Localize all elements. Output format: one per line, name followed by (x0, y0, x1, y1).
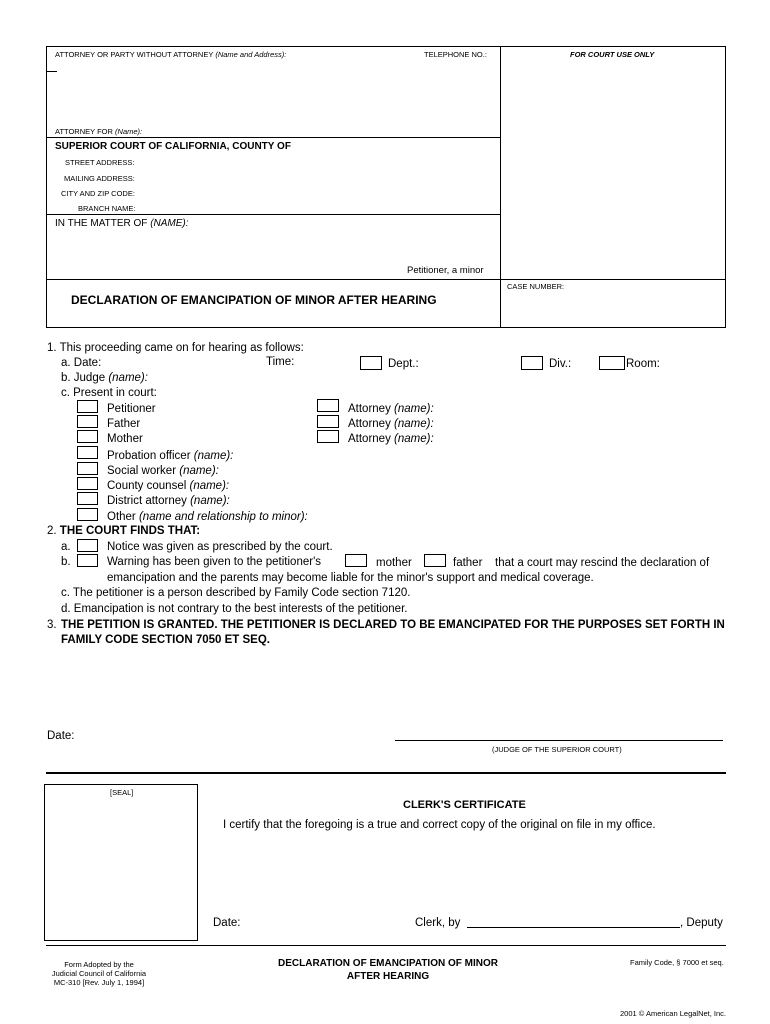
probation-officer-option: Probation officer (name): (107, 450, 234, 462)
dept-label: Dept.: (388, 358, 419, 370)
mailing-address-label: MAILING ADDRESS: (64, 174, 135, 183)
clerk-certify: I certify that the foregoing is a true and correct copy of the original on file in my office. (223, 819, 656, 831)
attorney-option-2: Attorney (name): (348, 418, 434, 430)
other-checkbox[interactable] (77, 508, 98, 521)
city-zip-label: CITY AND ZIP CODE: (61, 189, 135, 198)
deputy-label: , Deputy (680, 917, 723, 929)
matter-divider (46, 279, 726, 280)
caption-right-border (725, 46, 726, 328)
item2-a-letter: a. (61, 541, 71, 553)
copyright: 2001 © American LegalNet, Inc. (620, 1009, 727, 1018)
seal-label: [SEAL] (110, 788, 134, 797)
judge-signature-line[interactable] (395, 740, 723, 741)
adopted-line-1: Form Adopted by the (64, 960, 134, 969)
caption-bottom-border (46, 327, 726, 328)
district-attorney-option: District attorney (name): (107, 495, 230, 507)
judge-label: b. Judge (name): (61, 372, 148, 384)
family-code-ref: Family Code, § 7000 et seq. (630, 958, 724, 967)
present-label: c. Present in court: (61, 387, 157, 399)
attorney-tick (47, 71, 57, 72)
adopted-line-2: Judicial Council of California (51, 969, 147, 978)
probation-officer-checkbox[interactable] (77, 446, 98, 459)
footer-title-2: AFTER HEARING (346, 971, 430, 982)
attorney-for-label: ATTORNEY FOR (Name): (55, 127, 143, 136)
attorney-option-1: Attorney (name): (348, 403, 434, 415)
father-warning-label: father (453, 557, 483, 569)
date-label: a. Date: (61, 357, 102, 369)
attorney-divider (46, 137, 501, 138)
court-divider (46, 214, 501, 215)
item1-intro: 1. This proceeding came on for hearing as follows: (47, 342, 304, 354)
father-warning-checkbox[interactable] (424, 554, 446, 567)
finding-c: c. The petitioner is a person described by Family Code section 7120. (61, 587, 411, 599)
clerk-date-label: Date: (213, 917, 241, 929)
item3-line2: FAMILY CODE SECTION 7050 ET SEQ. (61, 634, 270, 646)
attorney-option-3: Attorney (name): (348, 433, 434, 445)
item3-line1: THE PETITION IS GRANTED. THE PETITIONER IS DECLARED TO BE EMANCIPATED FOR THE PURPOSES SET FORTH IN (61, 619, 725, 631)
attorney-checkbox-2[interactable] (317, 415, 339, 428)
div-checkbox[interactable] (521, 356, 543, 370)
seal-box (44, 784, 198, 941)
signature-date-label: Date: (47, 730, 75, 742)
clerk-by-label: Clerk, by (415, 917, 461, 929)
street-address-label: STREET ADDRESS: (65, 158, 135, 167)
county-counsel-checkbox[interactable] (77, 477, 98, 490)
finding-d: d. Emancipation is not contrary to the best interests of the petitioner. (61, 603, 408, 615)
notice-text: Notice was given as prescribed by the court. (107, 541, 333, 553)
footer-divider (46, 945, 726, 946)
clerk-signature-line[interactable] (467, 927, 680, 928)
county-counsel-option: County counsel (name): (107, 480, 230, 492)
court-use-divider (500, 46, 501, 328)
attorney-checkbox-3[interactable] (317, 430, 339, 443)
caption-top-border (46, 46, 726, 47)
mother-option: Mother (107, 433, 143, 445)
item2-heading: 2. THE COURT FINDS THAT: (47, 525, 201, 537)
warning-text-tail: that a court may rescind the declaration of (495, 557, 710, 569)
section-divider (46, 772, 726, 774)
social-worker-option: Social worker (name): (107, 465, 219, 477)
social-worker-checkbox[interactable] (77, 462, 98, 475)
district-attorney-checkbox[interactable] (77, 492, 98, 505)
mother-warning-label: mother (376, 557, 412, 569)
petitioner-option: Petitioner (107, 403, 156, 415)
warning-text: Warning has been given to the petitioner's (107, 556, 322, 568)
warning-text-line2: emancipation and the parents may become liable for the minor's support and medical coverage. (107, 572, 594, 584)
mother-checkbox[interactable] (77, 430, 98, 443)
item3-num: 3. (47, 619, 57, 631)
attorney-checkbox-1[interactable] (317, 399, 339, 412)
attorney-label: ATTORNEY OR PARTY WITHOUT ATTORNEY (Name and Address): (55, 50, 287, 59)
judge-caption: (JUDGE OF THE SUPERIOR COURT) (492, 745, 622, 754)
notice-checkbox[interactable] (77, 539, 98, 552)
room-checkbox[interactable] (599, 356, 625, 370)
adopted-line-3: MC-310 [Rev. July 1, 1994] (53, 978, 145, 987)
other-option: Other (name and relationship to minor): (107, 511, 308, 523)
form-title: DECLARATION OF EMANCIPATION OF MINOR AFTER HEARING (71, 293, 437, 307)
father-checkbox[interactable] (77, 415, 98, 428)
mother-warning-checkbox[interactable] (345, 554, 367, 567)
dept-checkbox[interactable] (360, 356, 382, 370)
time-label: Time: (266, 356, 295, 368)
warning-checkbox[interactable] (77, 554, 98, 567)
item2-b-letter: b. (61, 556, 71, 568)
court-use-label: FOR COURT USE ONLY (570, 50, 655, 59)
telephone-label: TELEPHONE NO.: (424, 50, 487, 59)
caption-left-border (46, 46, 47, 328)
matter-label: IN THE MATTER OF (NAME): (55, 218, 189, 229)
branch-name-label: BRANCH NAME: (78, 204, 136, 213)
father-option: Father (107, 418, 141, 430)
footer-title-1: DECLARATION OF EMANCIPATION OF MINOR (278, 958, 498, 969)
petitioner-checkbox[interactable] (77, 400, 98, 413)
petitioner-label: Petitioner, a minor (407, 265, 484, 276)
clerk-title: CLERK'S CERTIFICATE (403, 799, 526, 811)
court-name: SUPERIOR COURT OF CALIFORNIA, COUNTY OF (55, 141, 291, 152)
room-label: Room: (626, 358, 660, 370)
div-label: Div.: (549, 358, 572, 370)
case-number-label: CASE NUMBER: (507, 282, 565, 291)
